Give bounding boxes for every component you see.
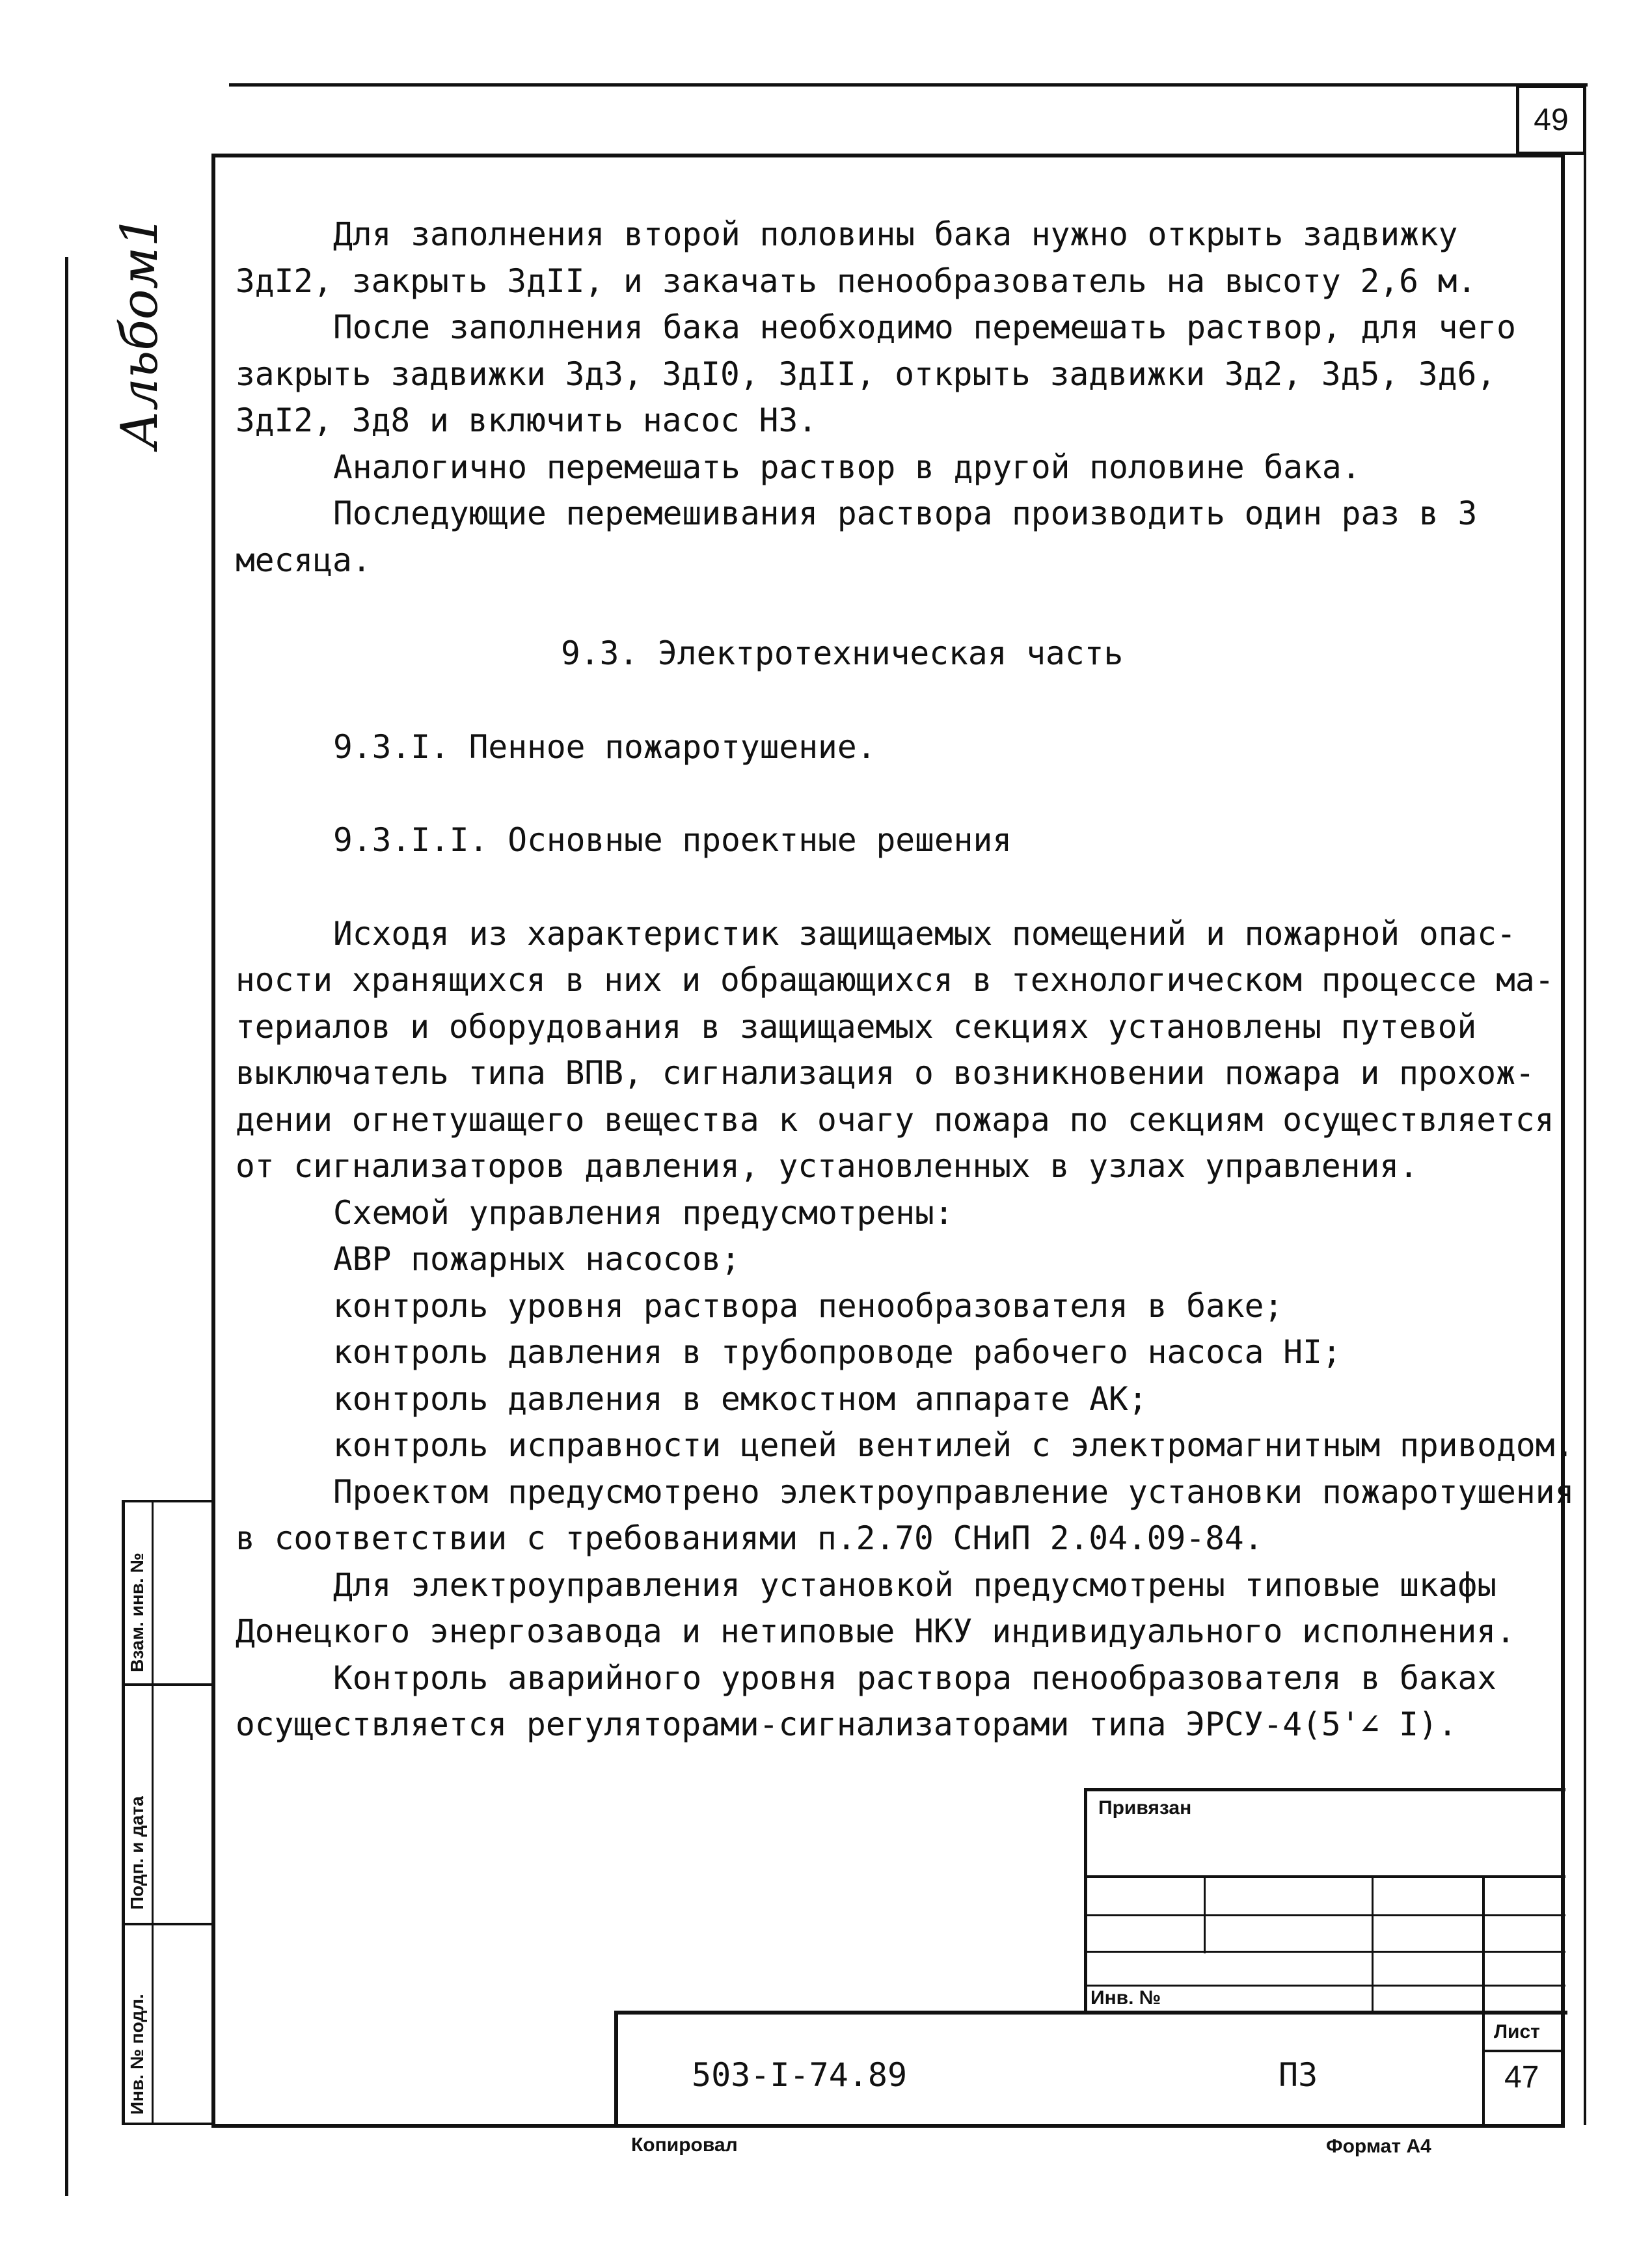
text-line: Донецкого энергозавода и нетиповые НКУ индивидуального исполнения. [236, 1612, 1515, 1650]
text-line: от сигнализаторов давления, установленных в узлах управления. [236, 1147, 1418, 1185]
text-line: Для заполнения второй половины бака нужно открыть задвижку [333, 215, 1458, 253]
inventory-number-label: Инв. № [1090, 1987, 1161, 2009]
left-binding-line [65, 257, 68, 2196]
text-line: Исходя из характеристик защищаемых помещений и пожарной опас- [333, 914, 1516, 953]
document-type: ПЗ [1279, 2056, 1318, 2094]
subsubsection-heading: 9.3.I.I. Основные проектные решения [333, 821, 1012, 859]
list-item: контроль исправности цепей вентилей с электромагнитным приводом. [333, 1426, 1575, 1464]
text-line: После заполнения бака необходимо перемешать раствор, для чего [333, 308, 1516, 346]
text-line: осуществляется регуляторами-сигнализаторами типа ЭРСУ-4(5'∠ I). [236, 1705, 1457, 1743]
text-line: Для электроуправления установкой предусмотрены типовые шкафы [333, 1566, 1497, 1604]
album-label: Альбом1 [111, 214, 169, 449]
text-line: ности хранящихся в них и обращающихся в технологическом процессе ма- [236, 961, 1554, 999]
text-line: Контроль аварийного уровня раствора пенообразователя в баках [333, 1659, 1497, 1697]
right-edge-line [1584, 154, 1586, 2125]
text-line: ЗдI2, закрыть ЗдII, и закачать пенообразователь на высоту 2,6 м. [236, 262, 1477, 300]
subsection-heading: 9.3.I. Пенное пожаротушение. [333, 727, 876, 766]
list-item: контроль уровня раствора пенообразователя в баке; [333, 1286, 1284, 1325]
text-line: закрыть задвижки Зд3, ЗдI0, ЗдII, открыть задвижки Зд2, Зд5, Зд6, [236, 355, 1496, 393]
sheet-number: 47 [1504, 2060, 1539, 2095]
document-body [236, 211, 1575, 1748]
document-code: 503-I-74.89 [692, 2056, 908, 2094]
text-line: ЗдI2, Зд8 и включить насос Н3. [236, 401, 818, 439]
list-item: АВР пожарных насосов; [333, 1240, 740, 1278]
attached-label: Привязан [1098, 1797, 1192, 1819]
section-heading: 9.3. Электротехническая часть [561, 634, 1124, 672]
sheet-label: Лист [1494, 2021, 1540, 2043]
sign-date-label: Подп. и дата [127, 1796, 147, 1910]
text-line: в соответствии с требованиями п.2.70 СНиП 2.04.09-84. [236, 1519, 1264, 1557]
text-line: выключатель типа ВПВ, сигнализация о возникновении пожара и прохож- [236, 1054, 1535, 1092]
list-item: контроль давления в емкостном аппарате АК; [333, 1379, 1148, 1418]
text-line: дении огнетушащего вещества к очагу пожара по секциям осуществляется [236, 1100, 1554, 1139]
text-line: Проектом предусмотрено электроуправление установки пожаротушения [333, 1473, 1575, 1511]
text-line: Последующие перемешивания раствора производить один раз в 3 [333, 495, 1478, 532]
text-line: териалов и оборудования в защищаемых секциях установлены путевой [236, 1007, 1477, 1046]
orig-inv-label: Инв. № подл. [127, 1994, 147, 2115]
format-label: Формат А4 [1326, 2136, 1431, 2157]
page-number: 49 [1516, 85, 1586, 155]
list-item: контроль давления в трубопроводе рабочего насоса НI; [333, 1333, 1342, 1371]
copied-by-label: Копировал [631, 2134, 738, 2156]
replace-inv-label: Взам. инв. № [127, 1553, 147, 1672]
text-line: Схемой управления предусмотрены: [333, 1193, 954, 1232]
text-line: Аналогично перемешать раствор в другой половине бака. [333, 448, 1361, 486]
text-line: месяца. [236, 541, 372, 579]
top-border-line [229, 83, 1588, 87]
